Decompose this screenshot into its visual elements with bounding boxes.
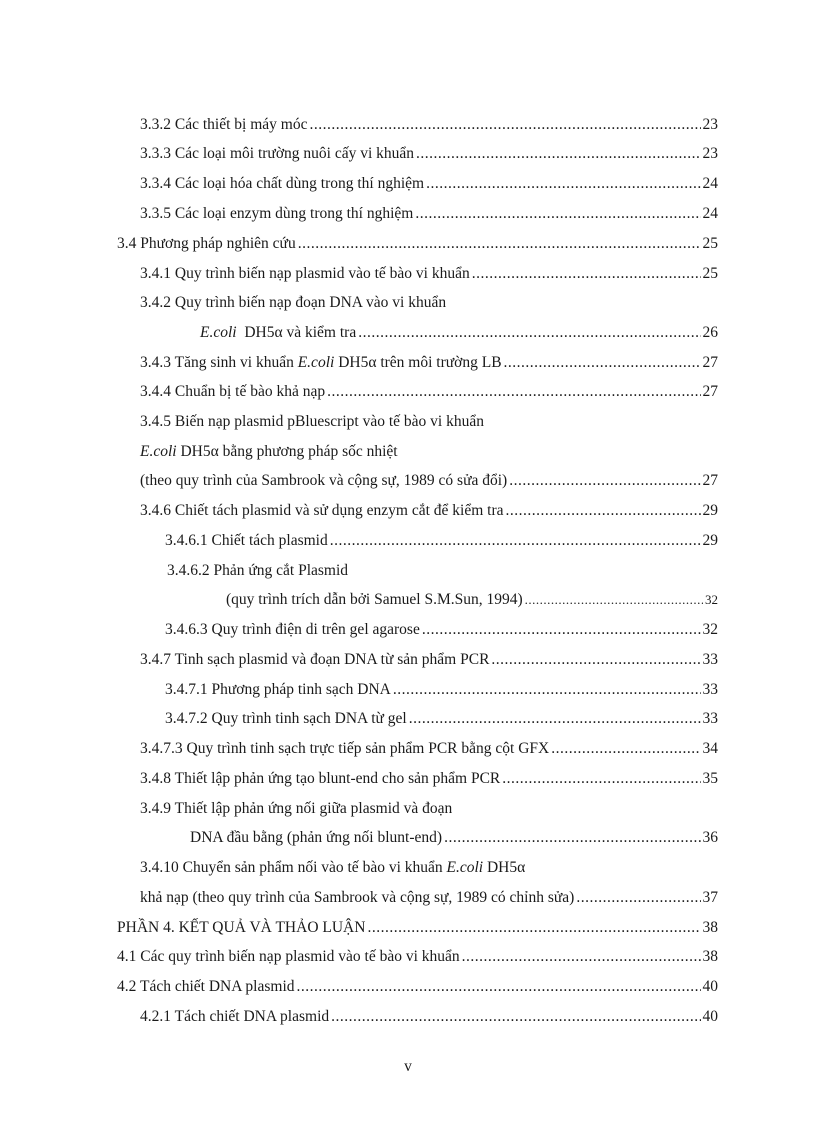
- toc-entry[interactable]: 3.4.4 Chuẩn bị tế bào khả nạp ..... 27: [140, 382, 718, 402]
- dot-leader: [330, 531, 701, 551]
- dot-leader: [472, 264, 701, 284]
- dot-leader: [504, 353, 701, 373]
- dot-leader: [525, 590, 703, 610]
- dot-leader: [393, 680, 701, 700]
- toc-entry[interactable]: 3.4.7.3 Quy trình tinh sạch trực tiếp sản phẩm PCR bằng cột GFX ..... 34: [140, 739, 718, 759]
- toc-entry[interactable]: 3.3.3 Các loại môi trường nuôi cấy vi khuẩn ..... 23: [140, 144, 718, 164]
- toc-entry[interactable]: 3.4.7.1 Phương pháp tinh sạch DNA ..... 33: [165, 680, 718, 700]
- dot-leader: [506, 501, 701, 521]
- dot-leader: [367, 918, 700, 938]
- dot-leader: [409, 709, 701, 729]
- dot-leader: [298, 234, 701, 254]
- toc-entry[interactable]: 3.4.7.2 Quy trình tinh sạch DNA từ gel ..... 33: [165, 709, 718, 729]
- page-number: v: [404, 1058, 412, 1075]
- dot-leader: [502, 769, 700, 789]
- toc-entry[interactable]: E.coli DH5α và kiểm tra ..... 26: [200, 323, 718, 343]
- toc-entry-line[interactable]: E.coli DH5α bằng phương pháp sốc nhiệt: [140, 443, 398, 460]
- toc-section-entry[interactable]: PHẦN 4. KẾT QUẢ VÀ THẢO LUẬN ..... 38: [117, 918, 718, 938]
- toc-entry[interactable]: 3.3.2 Các thiết bị máy móc ..... 23: [140, 115, 718, 135]
- toc-entry[interactable]: 4.2.1 Tách chiết DNA plasmid ..... 40: [140, 1007, 718, 1027]
- toc-entry[interactable]: 3.4.6 Chiết tách plasmid và sử dụng enzym cắt để kiểm tra ..... 29: [140, 501, 718, 521]
- toc-entry[interactable]: DNA đầu bằng (phản ứng nối blunt-end) ..... 36: [190, 828, 718, 848]
- toc-entry[interactable]: 3.4.6.1 Chiết tách plasmid ..... 29: [165, 531, 718, 551]
- toc-entry[interactable]: 3.4.7 Tinh sạch plasmid và đoạn DNA từ sản phẩm PCR ..... 33: [140, 650, 718, 670]
- toc-entry-line[interactable]: 3.4.10 Chuyển sản phẩm nối vào tế bào vi khuẩn E.coli DH5α: [140, 859, 526, 876]
- toc-entry[interactable]: 3.3.5 Các loại enzym dùng trong thí nghiệm ..... 24: [140, 204, 718, 224]
- toc-entry-line[interactable]: 3.4.6.2 Phản ứng cắt Plasmid: [167, 562, 349, 579]
- toc-entry[interactable]: (theo quy trình của Sambrook và cộng sự, 1989 có sửa đổi) ..... 27: [140, 471, 718, 491]
- dot-leader: [462, 947, 701, 967]
- toc-section-entry[interactable]: 4.2 Tách chiết DNA plasmid ..... 40: [117, 977, 718, 997]
- dot-leader: [422, 620, 701, 640]
- dot-leader: [509, 471, 700, 491]
- dot-leader: [576, 888, 700, 908]
- toc-section-entry[interactable]: 3.4 Phương pháp nghiên cứu ..... 25: [117, 234, 718, 254]
- dot-leader: [358, 323, 700, 343]
- dot-leader: [491, 650, 700, 670]
- toc-entry[interactable]: (quy trình trích dẫn bởi Samuel S.M.Sun, 1994) ..... 32: [226, 590, 718, 610]
- dot-leader: [426, 174, 700, 194]
- toc-entry-line[interactable]: 3.4.2 Quy trình biến nạp đoạn DNA vào vi khuẩn: [140, 294, 447, 311]
- dot-leader: [415, 204, 700, 224]
- dot-leader: [331, 1007, 700, 1027]
- dot-leader: [444, 828, 700, 848]
- toc-entry[interactable]: 3.3.4 Các loại hóa chất dùng trong thí nghiệm ..... 24: [140, 174, 718, 194]
- toc-section-entry[interactable]: 4.1 Các quy trình biến nạp plasmid vào tế bào vi khuẩn ..... 38: [117, 947, 718, 967]
- toc-entry[interactable]: 3.4.1 Quy trình biến nạp plasmid vào tế bào vi khuẩn ..... 25: [140, 264, 718, 284]
- toc-entry[interactable]: khả nạp (theo quy trình của Sambrook và cộng sự, 1989 có chỉnh sửa) ..... 37: [140, 888, 718, 908]
- dot-leader: [309, 115, 700, 135]
- dot-leader: [327, 382, 700, 402]
- toc-entry-line[interactable]: 3.4.5 Biến nạp plasmid pBluescript vào tế bào vi khuẩn: [140, 413, 484, 430]
- toc-entry[interactable]: 3.4.3 Tăng sinh vi khuẩn E.coli DH5α trên môi trường LB ..... 27: [140, 353, 718, 373]
- toc-entry-line[interactable]: 3.4.9 Thiết lập phản ứng nối giữa plasmid và đoạn: [140, 800, 453, 817]
- dot-leader: [551, 739, 700, 759]
- toc-entry[interactable]: 3.4.8 Thiết lập phản ứng tạo blunt-end cho sản phẩm PCR ..... 35: [140, 769, 718, 789]
- toc-entry[interactable]: 3.4.6.3 Quy trình điện di trên gel agarose ..... 32: [165, 620, 718, 640]
- dot-leader: [297, 977, 701, 997]
- dot-leader: [416, 144, 700, 164]
